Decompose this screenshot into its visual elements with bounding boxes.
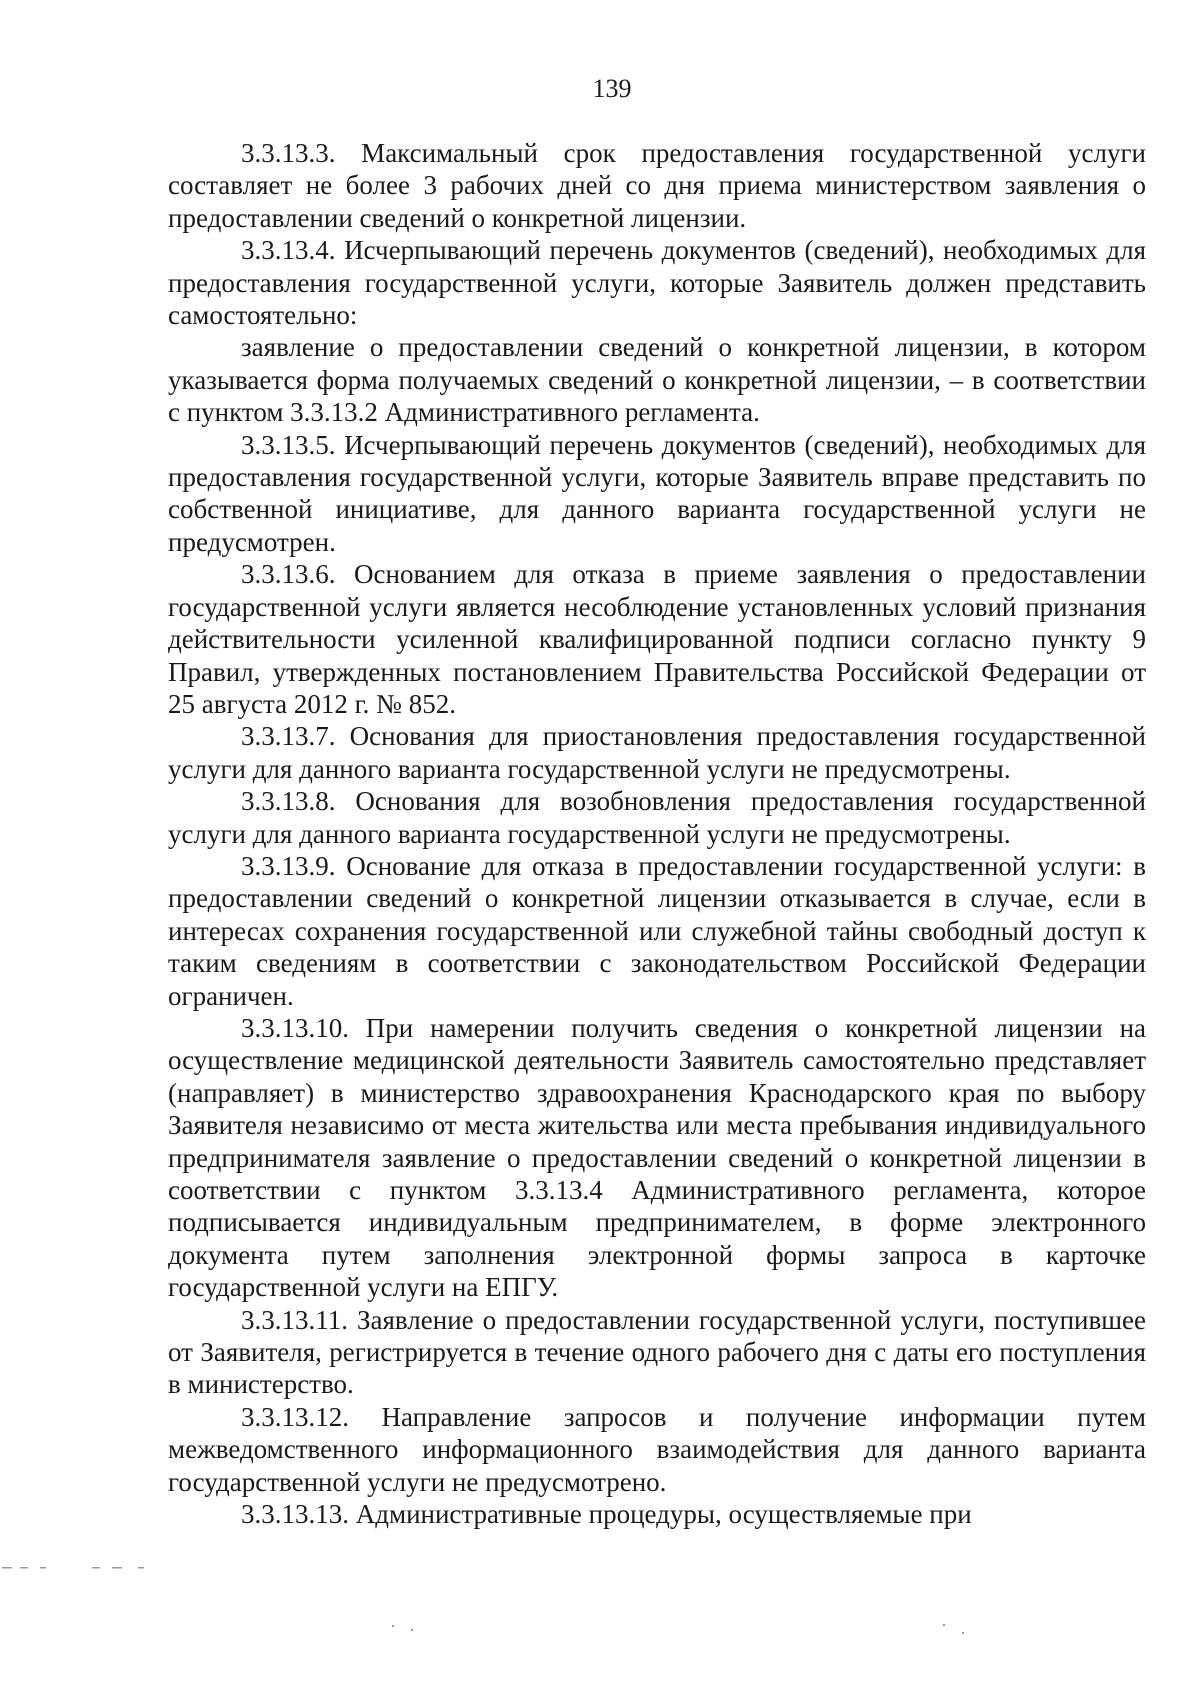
paragraph-3-3-13-10: 3.3.13.10. При намерении получить сведения о конкретной лицензии на осуществление медицинской деятельности Заявитель самостоятельно представляет (направляет) в министерство здравоохранения Краснодарского края по выбору Заявителя независимо от места жительства или места пребывания индивидуального предпринимателя заявление о предоставлении сведений о конкретной лицензии в соответствии с пунктом 3.3.13.4 Административного регламента, которое подписывается индивидуальным предпринимателем, в форме электронного документа путем заполнения электронной формы запроса в карточке государственной услуги на ЕПГУ. xyxy=(168,1012,1146,1303)
paragraph-3-3-13-8: 3.3.13.8. Основания для возобновления предоставления государственной услуги для данного варианта государственной услуги не предусмотрены. xyxy=(168,786,1146,849)
paragraph-3-3-13-11: 3.3.13.11. Заявление о предоставлении государственной услуги, поступившее от Заявителя, регистрируется в течение одного рабочего дня с даты его поступления в министерство. xyxy=(168,1304,1146,1400)
paragraph-3-3-13-5: 3.3.13.5. Исчерпывающий перечень документов (сведений), необходимых для предоставления государственной услуги, которые Заявитель вправе представить по собственной инициативе, для данного варианта государственной услуги не предусмотрен. xyxy=(168,429,1146,557)
paragraph-3-3-13-4: 3.3.13.4. Исчерпывающий перечень документов (сведений), необходимых для предоставления государственной услуги, которые Заявитель должен представить самостоятельно: xyxy=(168,235,1146,331)
paragraph-3-3-13-3: 3.3.13.3. Максимальный срок предоставления государственной услуги составляет не более 3 рабочих дней со дня приема министерством заявления о предоставлении сведений о конкретной лицензии. xyxy=(168,138,1146,233)
paragraph-3-3-13-6: 3.3.13.6. Основанием для отказа в приеме заявления о предоставлении государственной услуги является несоблюдение установленных условий признания действительности усиленной квалифицированной подписи согласно пункту 9 Правил, утвержденных постановлением Правительства Российской Федерации от 25 августа 2012 г. № 852. xyxy=(168,559,1146,719)
document-body xyxy=(168,137,1146,1530)
page-number: 139 xyxy=(592,74,632,103)
paragraph-3-3-13-9: 3.3.13.9. Основание для отказа в предоставлении государственной услуги: в предоставлении сведений о конкретной лицензии отказывается в случае, если в интересах сохранения государственной или служебной тайны свободный доступ к таким сведениям в соответствии с законодательством Российской Федерации ограничен. xyxy=(168,850,1146,1011)
paragraph-application-clause: заявление о предоставлении сведений о конкретной лицензии, в котором указывается форма получаемых сведений о конкретной лицензии, – в соответствии с пунктом 3.3.13.2 Административного регламента. xyxy=(168,332,1146,428)
paragraph-3-3-13-13: 3.3.13.13. Административные процедуры, осуществляемые при xyxy=(241,1499,972,1530)
paragraph-3-3-13-12: 3.3.13.12. Направление запросов и получение информации путем межведомственного информационного взаимодействия для данного варианта государственной услуги не предусмотрено. xyxy=(168,1401,1146,1497)
paragraph-3-3-13-7: 3.3.13.7. Основания для приостановления предоставления государственной услуги для данного варианта государственной услуги не предусмотрены. xyxy=(168,721,1146,784)
